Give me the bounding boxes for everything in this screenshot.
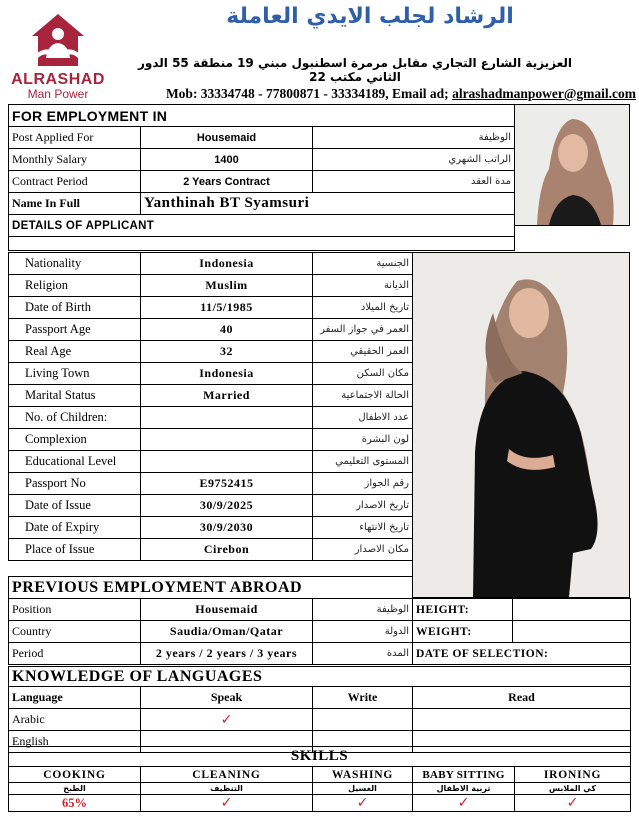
row-value: Cirebon bbox=[141, 539, 313, 561]
row-value: 40 bbox=[141, 319, 313, 341]
row-value: 30/9/2030 bbox=[141, 517, 313, 539]
row-label: Date of Issue bbox=[9, 495, 141, 517]
table-row bbox=[9, 171, 515, 193]
row-label: Date of Expiry bbox=[9, 517, 141, 539]
skill-label-arabic: كي الملابس bbox=[515, 783, 631, 795]
row-label-arabic: الراتب الشهري bbox=[313, 149, 515, 171]
row-label-arabic: تاريخ الاصدار bbox=[313, 495, 413, 517]
checkmark-icon: ✓ bbox=[141, 709, 313, 731]
row-label-arabic: المستوى التعليمي bbox=[313, 451, 413, 473]
column-header: Speak bbox=[141, 687, 313, 709]
table-row bbox=[9, 643, 413, 665]
language-name: English bbox=[9, 731, 141, 753]
table-row bbox=[413, 599, 631, 621]
row-value: Married bbox=[141, 385, 313, 407]
weight-value bbox=[513, 621, 631, 643]
skill-label: CLEANING bbox=[141, 767, 313, 783]
row-label-arabic: الحالة الاجتماعية bbox=[313, 385, 413, 407]
row-value: Indonesia bbox=[141, 363, 313, 385]
table-header-row bbox=[9, 687, 631, 709]
row-value: 1400 bbox=[141, 149, 313, 171]
skill-value-cooking: 65% bbox=[9, 795, 141, 812]
height-label: HEIGHT: bbox=[413, 599, 513, 621]
row-label: Passport No bbox=[9, 473, 141, 495]
logo-emblem-icon bbox=[28, 10, 88, 72]
table-row bbox=[413, 621, 631, 643]
checkmark-icon: ✓ bbox=[515, 795, 631, 812]
table-row bbox=[413, 643, 631, 665]
table-row bbox=[9, 599, 413, 621]
row-value bbox=[141, 451, 313, 473]
spacer-row bbox=[9, 237, 515, 251]
table-row bbox=[9, 385, 413, 407]
row-label: Contract Period bbox=[9, 171, 141, 193]
weight-label: WEIGHT: bbox=[413, 621, 513, 643]
row-label-arabic: الوظيفة bbox=[313, 599, 413, 621]
row-label: Real Age bbox=[9, 341, 141, 363]
table-row bbox=[9, 407, 413, 429]
row-label-arabic: رقم الجواز bbox=[313, 473, 413, 495]
full-body-photo-frame bbox=[412, 252, 630, 598]
previous-section-title: PREVIOUS EMPLOYMENT ABROAD bbox=[9, 577, 413, 599]
row-value: 2 years / 2 years / 3 years bbox=[141, 643, 313, 665]
table-row bbox=[9, 473, 413, 495]
contact-email-link[interactable]: alrashadmanpower@gmail.com bbox=[452, 86, 636, 101]
row-label-arabic: المدة bbox=[313, 643, 413, 665]
physical-details-table bbox=[412, 598, 631, 665]
row-label: Period bbox=[9, 643, 141, 665]
column-header: Write bbox=[313, 687, 413, 709]
table-row bbox=[9, 319, 413, 341]
selection-date-label: DATE OF SELECTION: bbox=[413, 643, 631, 665]
full-body-photo bbox=[413, 253, 629, 597]
row-label-arabic: الديانة bbox=[313, 275, 413, 297]
table-row bbox=[9, 539, 413, 561]
row-label-arabic: مكان السكن bbox=[313, 363, 413, 385]
read-cell bbox=[413, 709, 631, 731]
row-value: 11/5/1985 bbox=[141, 297, 313, 319]
row-label-arabic: لون البشرة bbox=[313, 429, 413, 451]
row-label: Living Town bbox=[9, 363, 141, 385]
languages-table bbox=[8, 666, 631, 753]
column-header: Language bbox=[9, 687, 141, 709]
row-label-arabic: الجنسية bbox=[313, 253, 413, 275]
row-label: Monthly Salary bbox=[9, 149, 141, 171]
table-row bbox=[9, 341, 413, 363]
company-logo bbox=[8, 10, 108, 100]
logo-subtext: Man Power bbox=[27, 87, 89, 101]
row-value: Housemaid bbox=[141, 127, 313, 149]
row-label-arabic: مدة العقد bbox=[313, 171, 515, 193]
checkmark-icon: ✓ bbox=[413, 795, 515, 812]
table-row bbox=[9, 149, 515, 171]
skill-label-arabic: الطبخ bbox=[9, 783, 141, 795]
row-label-arabic: مكان الاصدار bbox=[313, 539, 413, 561]
checkmark-icon: ✓ bbox=[141, 795, 313, 812]
row-label: Date of Birth bbox=[9, 297, 141, 319]
skills-value-row bbox=[9, 795, 631, 812]
previous-employment-table bbox=[8, 576, 413, 665]
language-name: Arabic bbox=[9, 709, 141, 731]
table-row bbox=[9, 253, 413, 275]
row-label: Educational Level bbox=[9, 451, 141, 473]
table-row bbox=[9, 193, 515, 215]
row-label: No. of Children: bbox=[9, 407, 141, 429]
row-label: Marital Status bbox=[9, 385, 141, 407]
row-value bbox=[141, 429, 313, 451]
write-cell bbox=[313, 709, 413, 731]
languages-section-title bbox=[9, 667, 631, 687]
employment-table bbox=[8, 104, 515, 251]
column-header: Read bbox=[413, 687, 631, 709]
table-row bbox=[9, 621, 413, 643]
table-row bbox=[9, 363, 413, 385]
applicant-section-title: DETAILS OF APPLICANT bbox=[9, 215, 515, 237]
checkmark-icon: ✓ bbox=[313, 795, 413, 812]
table-row bbox=[9, 495, 413, 517]
company-address-arabic: العزيزية الشارع التجاري مقابل مرمرة اسطنبول مبني 19 منطقة 55 الدور الثاني مكتب 22 bbox=[137, 56, 573, 84]
row-label: Position bbox=[9, 599, 141, 621]
row-label: Nationality bbox=[9, 253, 141, 275]
skill-label: BABY SITTING bbox=[413, 767, 515, 783]
skill-label: WASHING bbox=[313, 767, 413, 783]
height-value bbox=[513, 599, 631, 621]
row-label: Post Applied For bbox=[9, 127, 141, 149]
row-label-arabic: عدد الاطفال bbox=[313, 407, 413, 429]
skills-arabic-row bbox=[9, 783, 631, 795]
portrait-photo bbox=[515, 105, 629, 225]
row-label: Passport Age bbox=[9, 319, 141, 341]
name-value: Yanthinah BT Syamsuri bbox=[141, 193, 515, 215]
skill-label-arabic: الغسيل bbox=[313, 783, 413, 795]
skill-label-arabic: تربية الاطفال bbox=[413, 783, 515, 795]
row-label-arabic: تاريخ الانتهاء bbox=[313, 517, 413, 539]
row-value: Indonesia bbox=[141, 253, 313, 275]
skills-header-row bbox=[9, 767, 631, 783]
skill-label: COOKING bbox=[9, 767, 141, 783]
row-value: 32 bbox=[141, 341, 313, 363]
name-label: Name In Full bbox=[9, 193, 141, 215]
row-label: Country bbox=[9, 621, 141, 643]
languages-section-title-text: KNOWLEDGE OF LANGUAGES bbox=[12, 667, 263, 685]
table-row bbox=[9, 275, 413, 297]
table-row bbox=[9, 517, 413, 539]
skill-label: IRONING bbox=[515, 767, 631, 783]
row-label: Complexion bbox=[9, 429, 141, 451]
table-row bbox=[9, 451, 413, 473]
skill-label-arabic: التنظيف bbox=[141, 783, 313, 795]
table-row bbox=[9, 429, 413, 451]
row-value bbox=[141, 407, 313, 429]
row-value: Saudia/Oman/Qatar bbox=[141, 621, 313, 643]
row-value: 2 Years Contract bbox=[141, 171, 313, 193]
row-value: Housemaid bbox=[141, 599, 313, 621]
skills-table bbox=[8, 746, 631, 812]
employment-section-title: FOR EMPLOYMENT IN bbox=[9, 105, 515, 127]
row-value: 30/9/2025 bbox=[141, 495, 313, 517]
row-label: Place of Issue bbox=[9, 539, 141, 561]
contact-line bbox=[118, 86, 636, 102]
row-value: E9752415 bbox=[141, 473, 313, 495]
portrait-photo-frame bbox=[514, 104, 630, 226]
row-label-arabic: العمر الحقيقي bbox=[313, 341, 413, 363]
table-row bbox=[9, 297, 413, 319]
table-row bbox=[9, 127, 515, 149]
row-value: Muslim bbox=[141, 275, 313, 297]
row-label-arabic: الدولة bbox=[313, 621, 413, 643]
row-label-arabic: تاريخ الميلاد bbox=[313, 297, 413, 319]
applicant-details-table bbox=[8, 252, 413, 561]
skills-section-title: SKILLS bbox=[9, 747, 631, 767]
contact-phones: Mob: 33334748 - 77800871 - 33334189, Email ad; bbox=[165, 86, 453, 101]
row-label-arabic: العمر في جواز السفر bbox=[313, 319, 413, 341]
row-label: Religion bbox=[9, 275, 141, 297]
logo-text: ALRASHAD bbox=[11, 71, 105, 88]
row-label-arabic: الوظيفة bbox=[313, 127, 515, 149]
table-row bbox=[9, 709, 631, 731]
company-title-arabic: الرشاد لجلب الايدي العاملة bbox=[226, 4, 514, 29]
